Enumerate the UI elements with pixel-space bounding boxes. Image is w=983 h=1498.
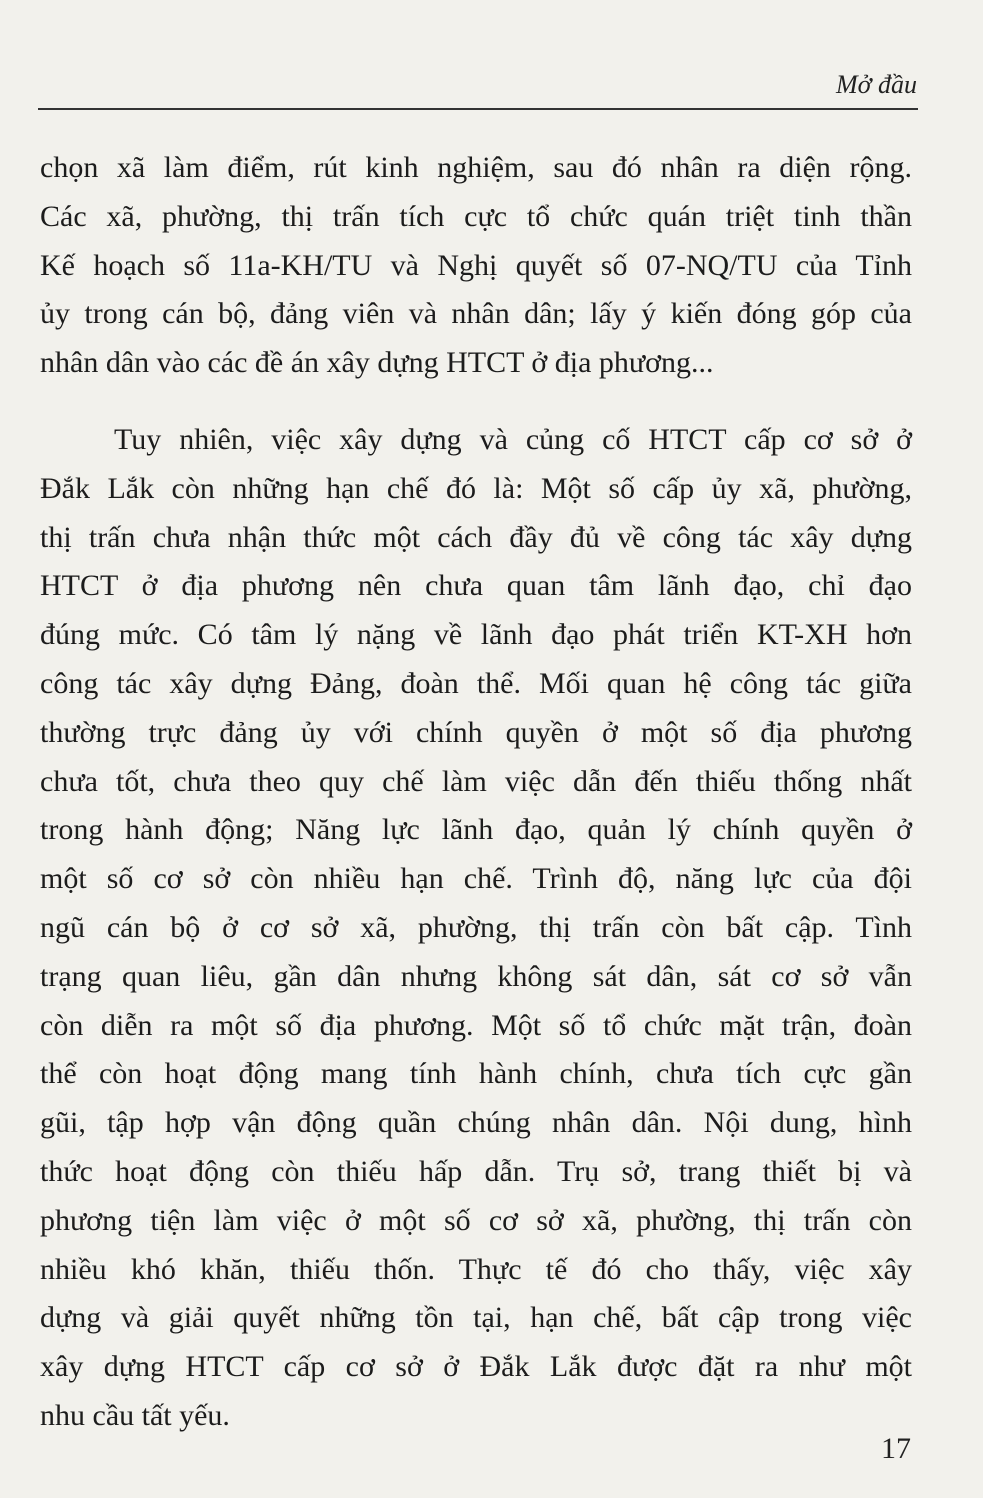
text-line: xây dựng HTCT cấp cơ sở ở Đắk Lắk được đặt ra như một xyxy=(40,1350,912,1384)
text-line: thường trực đảng ủy với chính quyền ở một số địa phương xyxy=(40,715,912,749)
text-line: chọn xã làm điểm, rút kinh nghiệm, sau đó nhân ra diện rộng. xyxy=(40,151,912,184)
text-line: nhu cầu tất yếu. xyxy=(40,1398,230,1432)
text-line: chưa tốt, chưa theo quy chế làm việc dẫn đến thiếu thống nhất xyxy=(40,764,912,798)
text-line: nhân dân vào các đề án xây dựng HTCT ở địa phương... xyxy=(40,346,714,380)
paragraph-2 xyxy=(40,416,912,1441)
text-line: nhiều khó khăn, thiếu thốn. Thực tế đó cho thấy, việc xây xyxy=(40,1252,912,1286)
text-line: đúng mức. Có tâm lý nặng về lãnh đạo phát triển KT-XH hơn xyxy=(40,618,912,652)
text-line: công tác xây dựng Đảng, đoàn thể. Mối quan hệ công tác giữa xyxy=(40,666,912,700)
text-line: gũi, tập hợp vận động quần chúng nhân dân. Nội dung, hình xyxy=(40,1106,912,1140)
text-line: dựng và giải quyết những tồn tại, hạn chế, bất cập trong việc xyxy=(40,1301,912,1335)
text-line: Đắk Lắk còn những hạn chế đó là: Một số cấp ủy xã, phường, xyxy=(40,471,912,505)
text-line: thể còn hoạt động mang tính hành chính, chưa tích cực gần xyxy=(40,1057,912,1091)
text-line: trạng quan liêu, gần dân nhưng không sát dân, sát cơ sở vẫn xyxy=(40,959,912,993)
paragraph-1 xyxy=(40,144,912,388)
text-line: thị trấn chưa nhận thức một cách đầy đủ về công tác xây dựng xyxy=(40,520,912,554)
page-number: 17 xyxy=(881,1432,911,1465)
text-line: Tuy nhiên, việc xây dựng và củng cố HTCT cấp cơ sở ở xyxy=(114,422,912,456)
text-line: phương tiện làm việc ở một số cơ sở xã, phường, thị trấn còn xyxy=(40,1203,912,1237)
text-line: Các xã, phường, thị trấn tích cực tổ chức quán triệt tinh thần xyxy=(40,199,912,233)
text-line: một số cơ sở còn nhiều hạn chế. Trình độ, năng lực của đội xyxy=(40,862,912,896)
text-line: Kế hoạch số 11a-KH/TU và Nghị quyết số 07-NQ/TU của Tỉnh xyxy=(40,248,912,282)
running-header-title: Mở đầu xyxy=(835,70,917,99)
text-line: thức hoạt động còn thiếu hấp dẫn. Trụ sở, trang thiết bị và xyxy=(40,1154,912,1188)
header-rule xyxy=(38,108,918,110)
body-text xyxy=(40,144,912,1441)
paragraph-gap xyxy=(40,388,912,416)
text-line: ủy trong cán bộ, đảng viên và nhân dân; lấy ý kiến đóng góp của xyxy=(40,297,912,331)
text-line: HTCT ở địa phương nên chưa quan tâm lãnh đạo, chỉ đạo xyxy=(40,569,912,603)
text-line: trong hành động; Năng lực lãnh đạo, quản lý chính quyền ở xyxy=(40,813,912,847)
text-line: còn diễn ra một số địa phương. Một số tổ chức mặt trận, đoàn xyxy=(40,1008,912,1042)
text-line: ngũ cán bộ ở cơ sở xã, phường, thị trấn còn bất cập. Tình xyxy=(40,910,912,944)
